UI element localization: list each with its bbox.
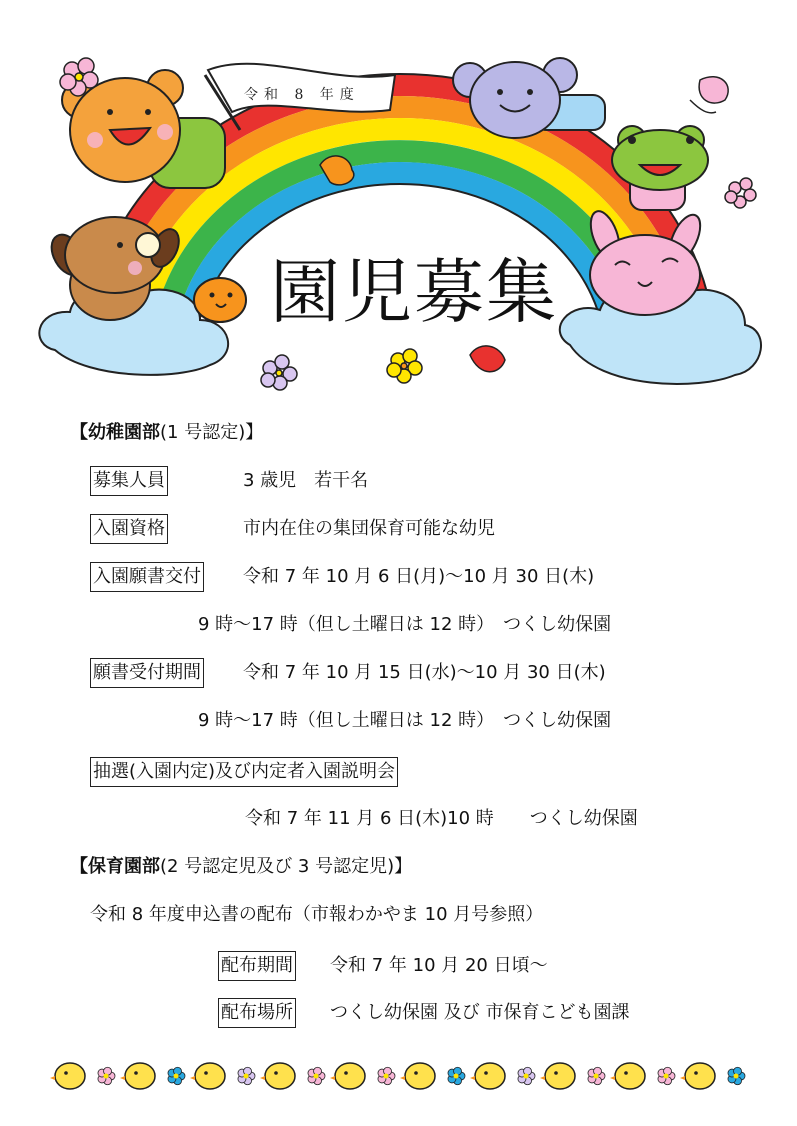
- chick-icon: [400, 1063, 435, 1089]
- hero-illustration: [0, 0, 797, 400]
- application-time: 9 時～17 時（但し土曜日は 12 時） つくし幼保園: [198, 614, 612, 635]
- nursery-intro: 令和 8 年度申込書の配布（市報わかやま 10 月号参照）: [90, 904, 544, 925]
- qualification-label: 入園資格: [90, 514, 168, 544]
- nursery-heading: [70, 854, 412, 880]
- chick-icon: [260, 1063, 295, 1089]
- nursery-heading-bold: 【保育園部: [70, 856, 160, 877]
- place-label: 配布場所: [218, 998, 296, 1028]
- flower-icon: [308, 1067, 325, 1085]
- chick-icon: [330, 1063, 365, 1089]
- flower-icon: [728, 1067, 745, 1085]
- reception-value: 令和 7 年 10 月 15 日(水)～10 月 30 日(木): [243, 662, 606, 683]
- nursery-heading-normal: (2 号認定児及び 3 号認定児)】: [160, 856, 413, 877]
- lottery-row: [90, 757, 398, 787]
- reception-time: 9 時～17 時（但し土曜日は 12 時） つくし幼保園: [198, 710, 612, 731]
- chick-icon: [194, 278, 246, 322]
- application-row: [90, 562, 204, 592]
- flower-icon: [448, 1067, 465, 1085]
- flower-icon: [98, 1067, 115, 1085]
- recruit-row: [90, 466, 168, 496]
- year-banner: 令和 8 年度: [244, 87, 360, 103]
- qualification-row: [90, 514, 168, 544]
- chick-icon: [680, 1063, 715, 1089]
- chick-icon: [120, 1063, 155, 1089]
- flower-icon: [378, 1067, 395, 1085]
- flower-icon: [518, 1067, 535, 1085]
- recruit-label: 募集人員: [90, 466, 168, 496]
- chick-icon: [610, 1063, 645, 1089]
- application-value: 令和 7 年 10 月 6 日(月)～10 月 30 日(木): [243, 566, 595, 587]
- footer-border: [0, 1050, 797, 1100]
- place-value: つくし幼保園 及び 市保育こども園課: [330, 1002, 630, 1023]
- qualification-value: 市内在住の集団保育可能な幼児: [243, 518, 495, 539]
- recruit-value: 3 歳児 若干名: [243, 470, 369, 491]
- period-value: 令和 7 年 10 月 20 日頃～: [330, 955, 548, 976]
- kindergarten-heading-bold: 【幼稚園部: [70, 422, 160, 443]
- period-label: 配布期間: [218, 951, 296, 981]
- reception-label: 願書受付期間: [90, 658, 204, 688]
- lottery-label: 抽選(入園内定)及び内定者入園説明会: [90, 757, 398, 787]
- flower-icon: [658, 1067, 675, 1085]
- lottery-value: 令和 7 年 11 月 6 日(木)10 時 つくし幼保園: [245, 808, 638, 829]
- flower-icon: [588, 1067, 605, 1085]
- chick-icon: [190, 1063, 225, 1089]
- application-label: 入園願書交付: [90, 562, 204, 592]
- kindergarten-heading: [70, 420, 263, 446]
- period-row: [218, 951, 296, 981]
- chick-icon: [50, 1063, 85, 1089]
- place-row: [218, 998, 296, 1028]
- reception-row: [90, 658, 204, 688]
- page-title: 園児募集: [270, 251, 558, 333]
- flower-icon: [168, 1067, 185, 1085]
- chick-icon: [540, 1063, 575, 1089]
- chick-icon: [470, 1063, 505, 1089]
- flower-icon: [238, 1067, 255, 1085]
- kindergarten-heading-normal: (1 号認定)】: [160, 422, 264, 443]
